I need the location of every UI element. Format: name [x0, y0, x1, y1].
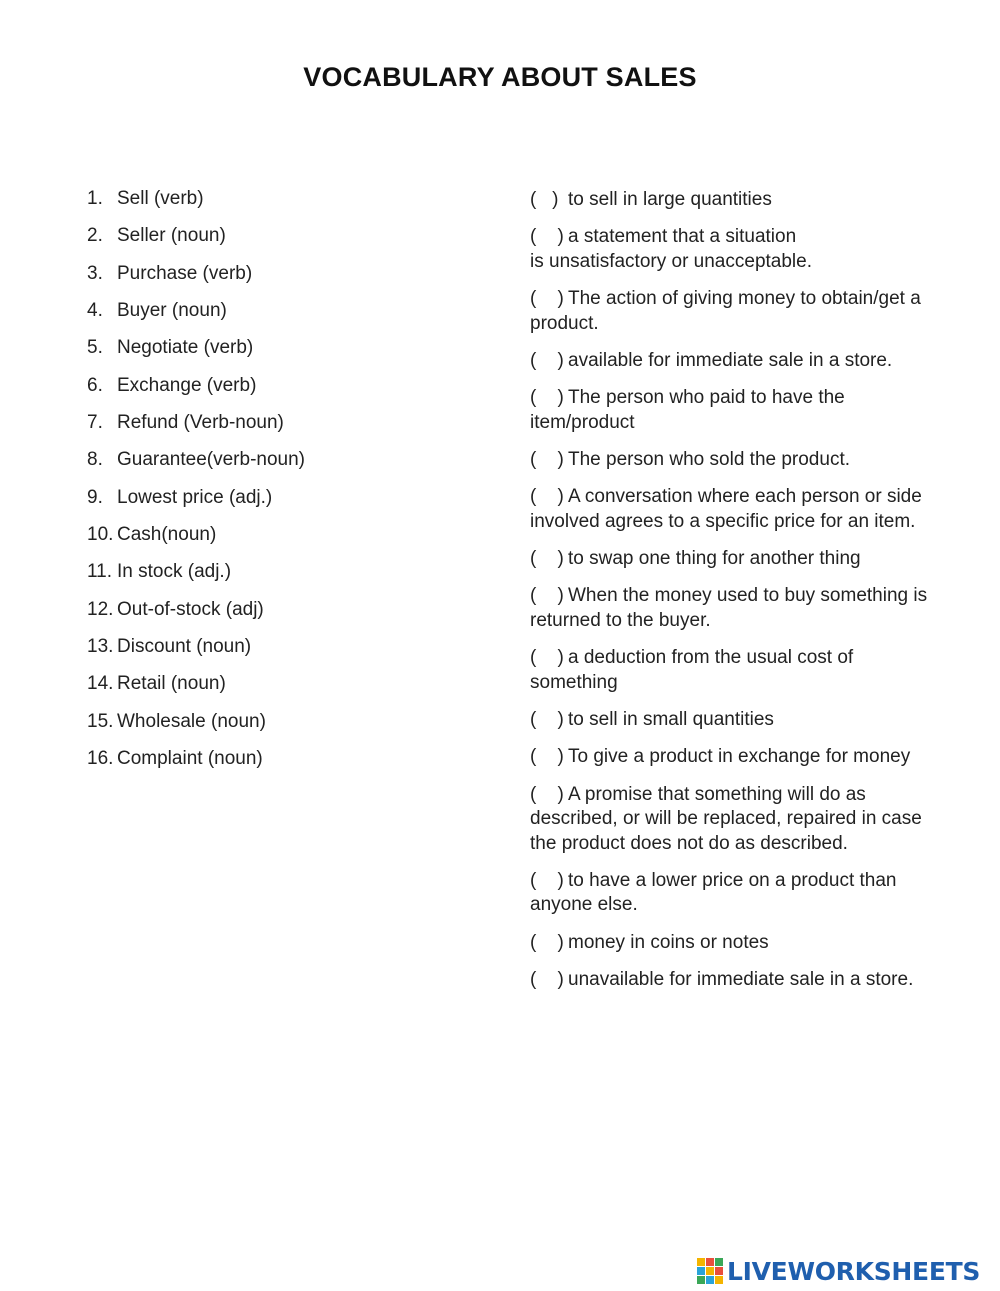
term-text: Retail (noun): [117, 673, 226, 695]
answer-blank[interactable]: ( ): [530, 783, 564, 805]
answer-blank[interactable]: ( ): [530, 931, 564, 953]
term-number: 6.: [87, 374, 103, 396]
term-text: Cash(noun): [117, 524, 217, 546]
definition-item: [530, 485, 950, 534]
term-item: [87, 672, 305, 709]
term-number: 2.: [87, 225, 103, 247]
answer-blank[interactable]: ( ): [530, 349, 564, 371]
term-text: Buyer (noun): [117, 300, 227, 322]
definition-text: money in coins or notes: [568, 931, 769, 953]
term-number: 3.: [87, 262, 103, 284]
definition-text: available for immediate sale in a store.: [568, 349, 893, 371]
definition-text: To give a product in exchange for money: [568, 746, 911, 768]
term-item: [87, 523, 305, 560]
term-number: 8.: [87, 449, 103, 471]
term-number: 4.: [87, 300, 103, 322]
definition-text: to sell in small quantities: [568, 708, 774, 730]
term-number: 5.: [87, 337, 103, 359]
term-item: [87, 710, 305, 747]
term-text: Complaint (noun): [117, 748, 263, 770]
answer-blank[interactable]: ( ): [530, 708, 564, 730]
definition-text: When the money used to buy something is returned to the buyer.: [530, 585, 928, 631]
term-item: [87, 560, 305, 597]
answer-blank[interactable]: ( ): [530, 226, 564, 248]
term-item: [87, 448, 305, 485]
answer-blank[interactable]: ( ): [530, 746, 564, 768]
term-text: Seller (noun): [117, 225, 226, 247]
definition-list: [530, 188, 950, 1005]
definition-text: A promise that something will do as described, or will be replaced, repaired in case the product does not do as described.: [530, 783, 922, 854]
answer-blank[interactable]: ( ): [530, 387, 564, 409]
term-item: [87, 598, 305, 635]
definition-item: [530, 745, 950, 770]
term-text: Negotiate (verb): [117, 337, 254, 359]
term-text: Sell (verb): [117, 188, 204, 209]
term-item: [87, 299, 305, 336]
answer-blank[interactable]: ( ): [530, 189, 559, 210]
definition-text: a deduction from the usual cost of something: [530, 647, 854, 693]
definition-text: unavailable for immediate sale in a store.: [568, 968, 914, 990]
definition-item: [530, 448, 950, 473]
term-text: Out-of-stock (adj): [117, 598, 264, 620]
term-item: [87, 374, 305, 411]
term-item: [87, 187, 305, 224]
term-item: [87, 336, 305, 373]
answer-blank[interactable]: ( ): [530, 869, 564, 891]
definition-item: [530, 225, 950, 274]
definition-item: [530, 783, 950, 857]
term-number: 11.: [87, 561, 113, 583]
page-title: VOCABULARY ABOUT SALES: [303, 62, 697, 92]
definition-text: to have a lower price on a product than anyone else.: [530, 869, 897, 916]
term-item: [87, 262, 305, 299]
definition-item: [530, 708, 950, 733]
term-number: 10.: [87, 524, 114, 546]
answer-blank[interactable]: ( ): [530, 968, 564, 990]
term-text: In stock (adj.): [117, 561, 232, 583]
term-number: 1.: [87, 188, 103, 209]
term-number: 14.: [87, 673, 114, 695]
answer-blank[interactable]: ( ): [530, 548, 564, 570]
term-number: 7.: [87, 412, 103, 434]
definition-item: [530, 584, 950, 633]
term-text: Refund (Verb-noun): [117, 412, 284, 434]
definition-item: [530, 646, 950, 695]
definition-text: The person who paid to have the item/product: [530, 387, 845, 433]
answer-blank[interactable]: ( ): [530, 486, 564, 508]
liveworksheets-logo[interactable]: [697, 1255, 980, 1287]
answer-blank[interactable]: ( ): [530, 585, 564, 607]
term-number: 13.: [87, 636, 114, 658]
term-number: 12.: [87, 598, 114, 620]
definition-text: The person who sold the product.: [568, 448, 851, 470]
term-text: Discount (noun): [117, 636, 252, 658]
logo-blocks-icon: [697, 1258, 723, 1284]
term-item: [87, 486, 305, 523]
term-item: [87, 747, 305, 784]
definition-item: [530, 287, 950, 336]
term-text: Exchange (verb): [117, 374, 257, 396]
definition-text: to sell in large quantities: [568, 189, 772, 210]
term-list: [87, 187, 305, 785]
definition-item: [530, 968, 950, 993]
definition-item: [530, 547, 950, 572]
definition-item: [530, 349, 950, 374]
answer-blank[interactable]: ( ): [530, 647, 564, 669]
term-number: 15.: [87, 710, 114, 732]
definition-item: [530, 188, 950, 213]
definition-item: [530, 386, 950, 435]
definition-text: a statement that a situation is unsatisfactory or unacceptable.: [530, 226, 812, 272]
definition-text: to swap one thing for another thing: [568, 548, 861, 570]
term-item: [87, 411, 305, 448]
term-number: 9.: [87, 486, 103, 508]
definition-item: [530, 869, 950, 918]
term-item: [87, 635, 305, 672]
definition-text: A conversation where each person or side involved agrees to a specific price for an item.: [530, 486, 922, 532]
definition-item: [530, 931, 950, 956]
term-number: 16.: [87, 748, 114, 770]
logo-text: LIVEWORKSHEETS: [727, 1256, 981, 1286]
term-text: Purchase (verb): [117, 262, 253, 284]
answer-blank[interactable]: ( ): [530, 448, 564, 470]
term-text: Wholesale (noun): [117, 710, 266, 732]
term-text: Lowest price (adj.): [117, 486, 273, 508]
term-item: [87, 224, 305, 261]
term-text: Guarantee(verb-noun): [117, 449, 305, 471]
definition-text: The action of giving money to obtain/get a product.: [530, 288, 921, 334]
answer-blank[interactable]: ( ): [530, 288, 564, 310]
